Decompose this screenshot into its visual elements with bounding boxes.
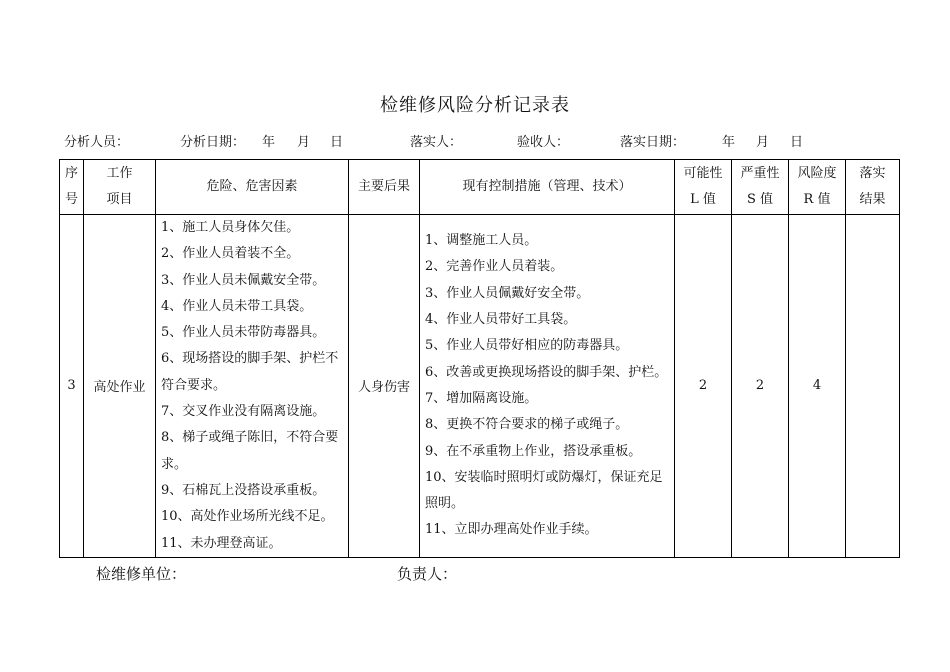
row-hazards bbox=[156, 215, 349, 558]
control-line: 2、完善作业人员着装。 bbox=[425, 259, 564, 275]
header-r-value bbox=[789, 160, 846, 215]
header-seq bbox=[60, 160, 84, 215]
header-work bbox=[84, 160, 156, 215]
analysis-date-label: 分析日期： bbox=[180, 135, 246, 150]
header-controls: 现有控制措施（管理、技术） bbox=[420, 160, 675, 215]
hazard-line: 9、石棉瓦上没搭设承重板。 bbox=[161, 482, 326, 498]
header-row bbox=[60, 160, 900, 215]
control-line: 10、安装临时照明灯或防爆灯，保证充足 bbox=[425, 469, 663, 485]
implement-month-label: 月 bbox=[756, 135, 770, 150]
header-work-line1: 工作 bbox=[106, 166, 133, 181]
analysis-year-label: 年 bbox=[262, 135, 276, 150]
control-line: 5、作业人员带好相应的防毒器具。 bbox=[425, 338, 629, 354]
header-work-line2: 项目 bbox=[106, 192, 133, 207]
header-result-line1: 落实 bbox=[859, 166, 886, 181]
hazard-line: 求。 bbox=[161, 456, 188, 472]
analysis-day-label: 日 bbox=[330, 135, 344, 150]
analyst-label: 分析人员： bbox=[64, 135, 130, 150]
hazard-line: 2、作业人员着装不全。 bbox=[161, 246, 300, 262]
hazard-line: 4、作业人员未带工具袋。 bbox=[161, 298, 313, 314]
control-line: 4、作业人员带好工具袋。 bbox=[425, 312, 577, 328]
hazard-line: 11、未办理登高证。 bbox=[161, 535, 282, 551]
table-row bbox=[60, 215, 900, 558]
footer-person-label: 负责人： bbox=[397, 565, 458, 583]
page-title: 检维修风险分析记录表 bbox=[380, 95, 570, 116]
row-seq: 3 bbox=[60, 215, 84, 558]
row-consequence: 人身伤害 bbox=[349, 215, 420, 558]
header-r-line2: R 值 bbox=[803, 192, 831, 207]
row-s-value: 2 bbox=[732, 215, 789, 558]
header-r-line1: 风险度 bbox=[797, 166, 837, 181]
row-result bbox=[846, 215, 900, 558]
header-hazards: 危险、危害因素 bbox=[156, 160, 349, 215]
header-s-line1: 严重性 bbox=[740, 166, 780, 181]
control-line: 9、在不承重物上作业，搭设承重板。 bbox=[425, 443, 642, 459]
control-line: 1、调整施工人员。 bbox=[425, 233, 538, 249]
control-line: 照明。 bbox=[425, 496, 465, 512]
row-work-item: 高处作业 bbox=[84, 215, 156, 558]
implement-date-label: 落实日期： bbox=[620, 135, 686, 150]
header-seq-line1: 序 bbox=[64, 166, 78, 181]
header-s-value bbox=[732, 160, 789, 215]
hazard-line: 3、作业人员未佩戴安全带。 bbox=[161, 272, 326, 288]
analysis-month-label: 月 bbox=[297, 135, 311, 150]
row-controls bbox=[420, 215, 675, 558]
header-l-value bbox=[675, 160, 732, 215]
hazard-line: 6、现场搭设的脚手架、护栏不 bbox=[161, 351, 339, 367]
risk-analysis-table bbox=[59, 159, 900, 558]
implementer-label: 落实人： bbox=[410, 135, 463, 150]
hazard-line: 符合要求。 bbox=[161, 377, 227, 393]
control-line: 6、改善或更换现场搭设的脚手架、护栏。 bbox=[425, 364, 668, 380]
hazard-line: 7、交叉作业没有隔离设施。 bbox=[161, 404, 326, 420]
hazard-line: 5、作业人员未带防毒器具。 bbox=[161, 325, 326, 341]
implement-day-label: 日 bbox=[790, 135, 804, 150]
hazard-line: 10、高处作业场所光线不足。 bbox=[161, 509, 334, 525]
header-result bbox=[846, 160, 900, 215]
header-consequence: 主要后果 bbox=[349, 160, 420, 215]
row-r-value: 4 bbox=[789, 215, 846, 558]
control-line: 11、立即办理高处作业手续。 bbox=[425, 522, 598, 538]
acceptor-label: 验收人： bbox=[517, 135, 570, 150]
header-seq-line2: 号 bbox=[64, 192, 78, 207]
footer-unit-label: 检维修单位： bbox=[96, 565, 187, 583]
control-line: 8、更换不符合要求的梯子或绳子。 bbox=[425, 417, 629, 433]
header-result-line2: 结果 bbox=[859, 192, 886, 207]
header-s-line2: S 值 bbox=[746, 192, 774, 207]
control-line: 3、作业人员佩戴好安全带。 bbox=[425, 285, 590, 301]
row-l-value: 2 bbox=[675, 215, 732, 558]
hazard-line: 8、梯子或绳子陈旧，不符合要 bbox=[161, 430, 339, 446]
header-l-line1: 可能性 bbox=[683, 166, 723, 181]
implement-year-label: 年 bbox=[722, 135, 736, 150]
control-line: 7、增加隔离设施。 bbox=[425, 390, 538, 406]
hazard-line: 1、施工人员身体欠佳。 bbox=[161, 220, 300, 235]
header-l-line2: L 值 bbox=[690, 192, 716, 207]
